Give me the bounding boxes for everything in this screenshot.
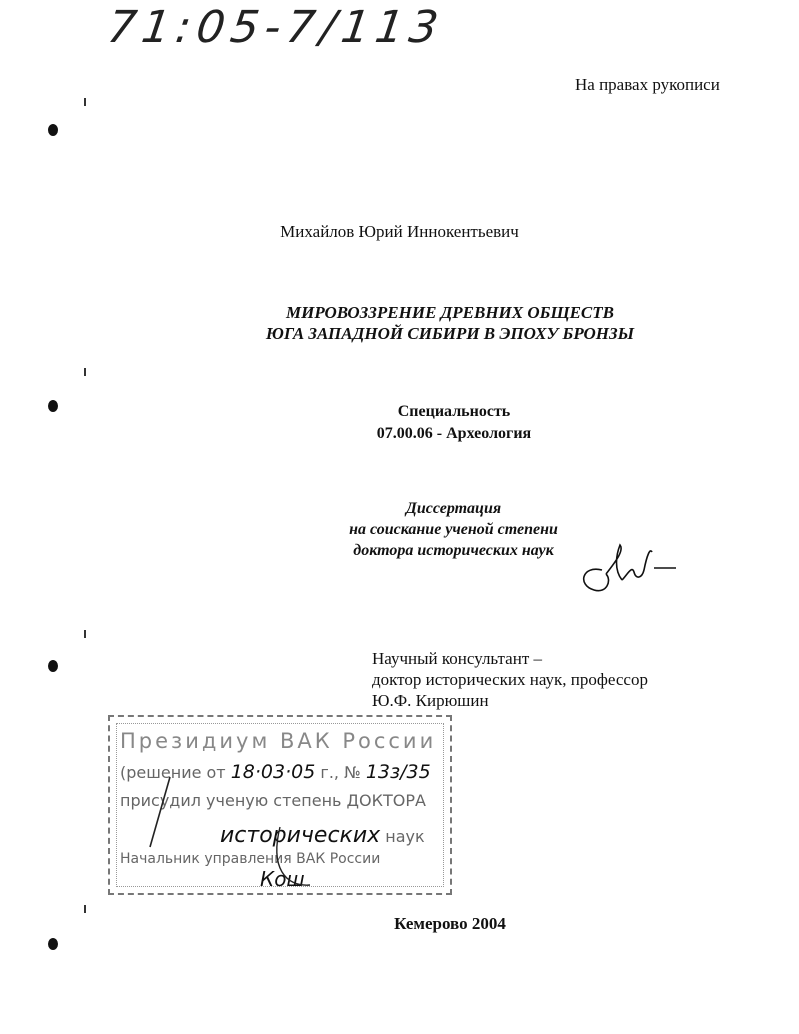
stamp-pen-strokes: [110, 717, 450, 893]
city-year: Кемерово 2004: [394, 914, 506, 933]
stamp-line-4-suffix: наук: [385, 827, 425, 846]
specialty-code: 07.00.06 - Археология: [376, 425, 532, 442]
margin-tick: [84, 368, 86, 376]
author-signature: [572, 540, 682, 600]
consultant-block: [372, 648, 648, 711]
specialty-label: Специальность: [397, 403, 511, 420]
author-name: Михайлов Юрий Иннокентьевич: [280, 222, 519, 241]
stamp-number-prefix: г., №: [320, 763, 361, 782]
degree-line-3: доктора исторических наук: [353, 542, 554, 559]
specialty-block: [0, 401, 799, 445]
binding-hole-4: [48, 938, 58, 950]
title-line-1: МИРОВОЗЗРЕНИЕ ДРЕВНИХ ОБЩЕСТВ: [286, 303, 614, 322]
stamp-line-1: Президиум ВАК России: [120, 729, 437, 753]
binding-hole-3: [48, 660, 58, 672]
stamp-field-handwritten: исторических: [220, 823, 381, 848]
consultant-line-2: доктор исторических наук, профессор: [372, 670, 648, 689]
stamp-line-3: присудил ученую степень ДОКТОРА: [120, 791, 426, 810]
stamp-signature: Кош: [260, 867, 305, 891]
margin-tick: [84, 630, 86, 638]
title-line-2: ЮГА ЗАПАДНОЙ СИБИРИ В ЭПОХУ БРОНЗЫ: [265, 324, 635, 343]
stamp-number: 13з/35: [365, 761, 431, 783]
degree-line-1: Диссертация: [405, 500, 502, 517]
rights-note: На правах рукописи: [575, 75, 720, 94]
margin-tick: [84, 98, 86, 106]
archive-code: 71:05-7/113: [104, 2, 448, 53]
dissertation-title: [0, 302, 799, 344]
degree-line-2: на соискание ученой степени: [349, 521, 558, 538]
stamp-decision-prefix: (решение от: [120, 763, 226, 782]
binding-hole-1: [48, 124, 58, 136]
stamp-date: 18·03·05: [230, 761, 316, 783]
stamp-line-5: Начальник управления ВАК России: [120, 851, 381, 867]
vak-stamp: [108, 715, 452, 895]
margin-tick: [84, 905, 86, 913]
consultant-line-1: Научный консультант –: [372, 649, 542, 668]
consultant-line-3: Ю.Ф. Кирюшин: [372, 691, 489, 710]
